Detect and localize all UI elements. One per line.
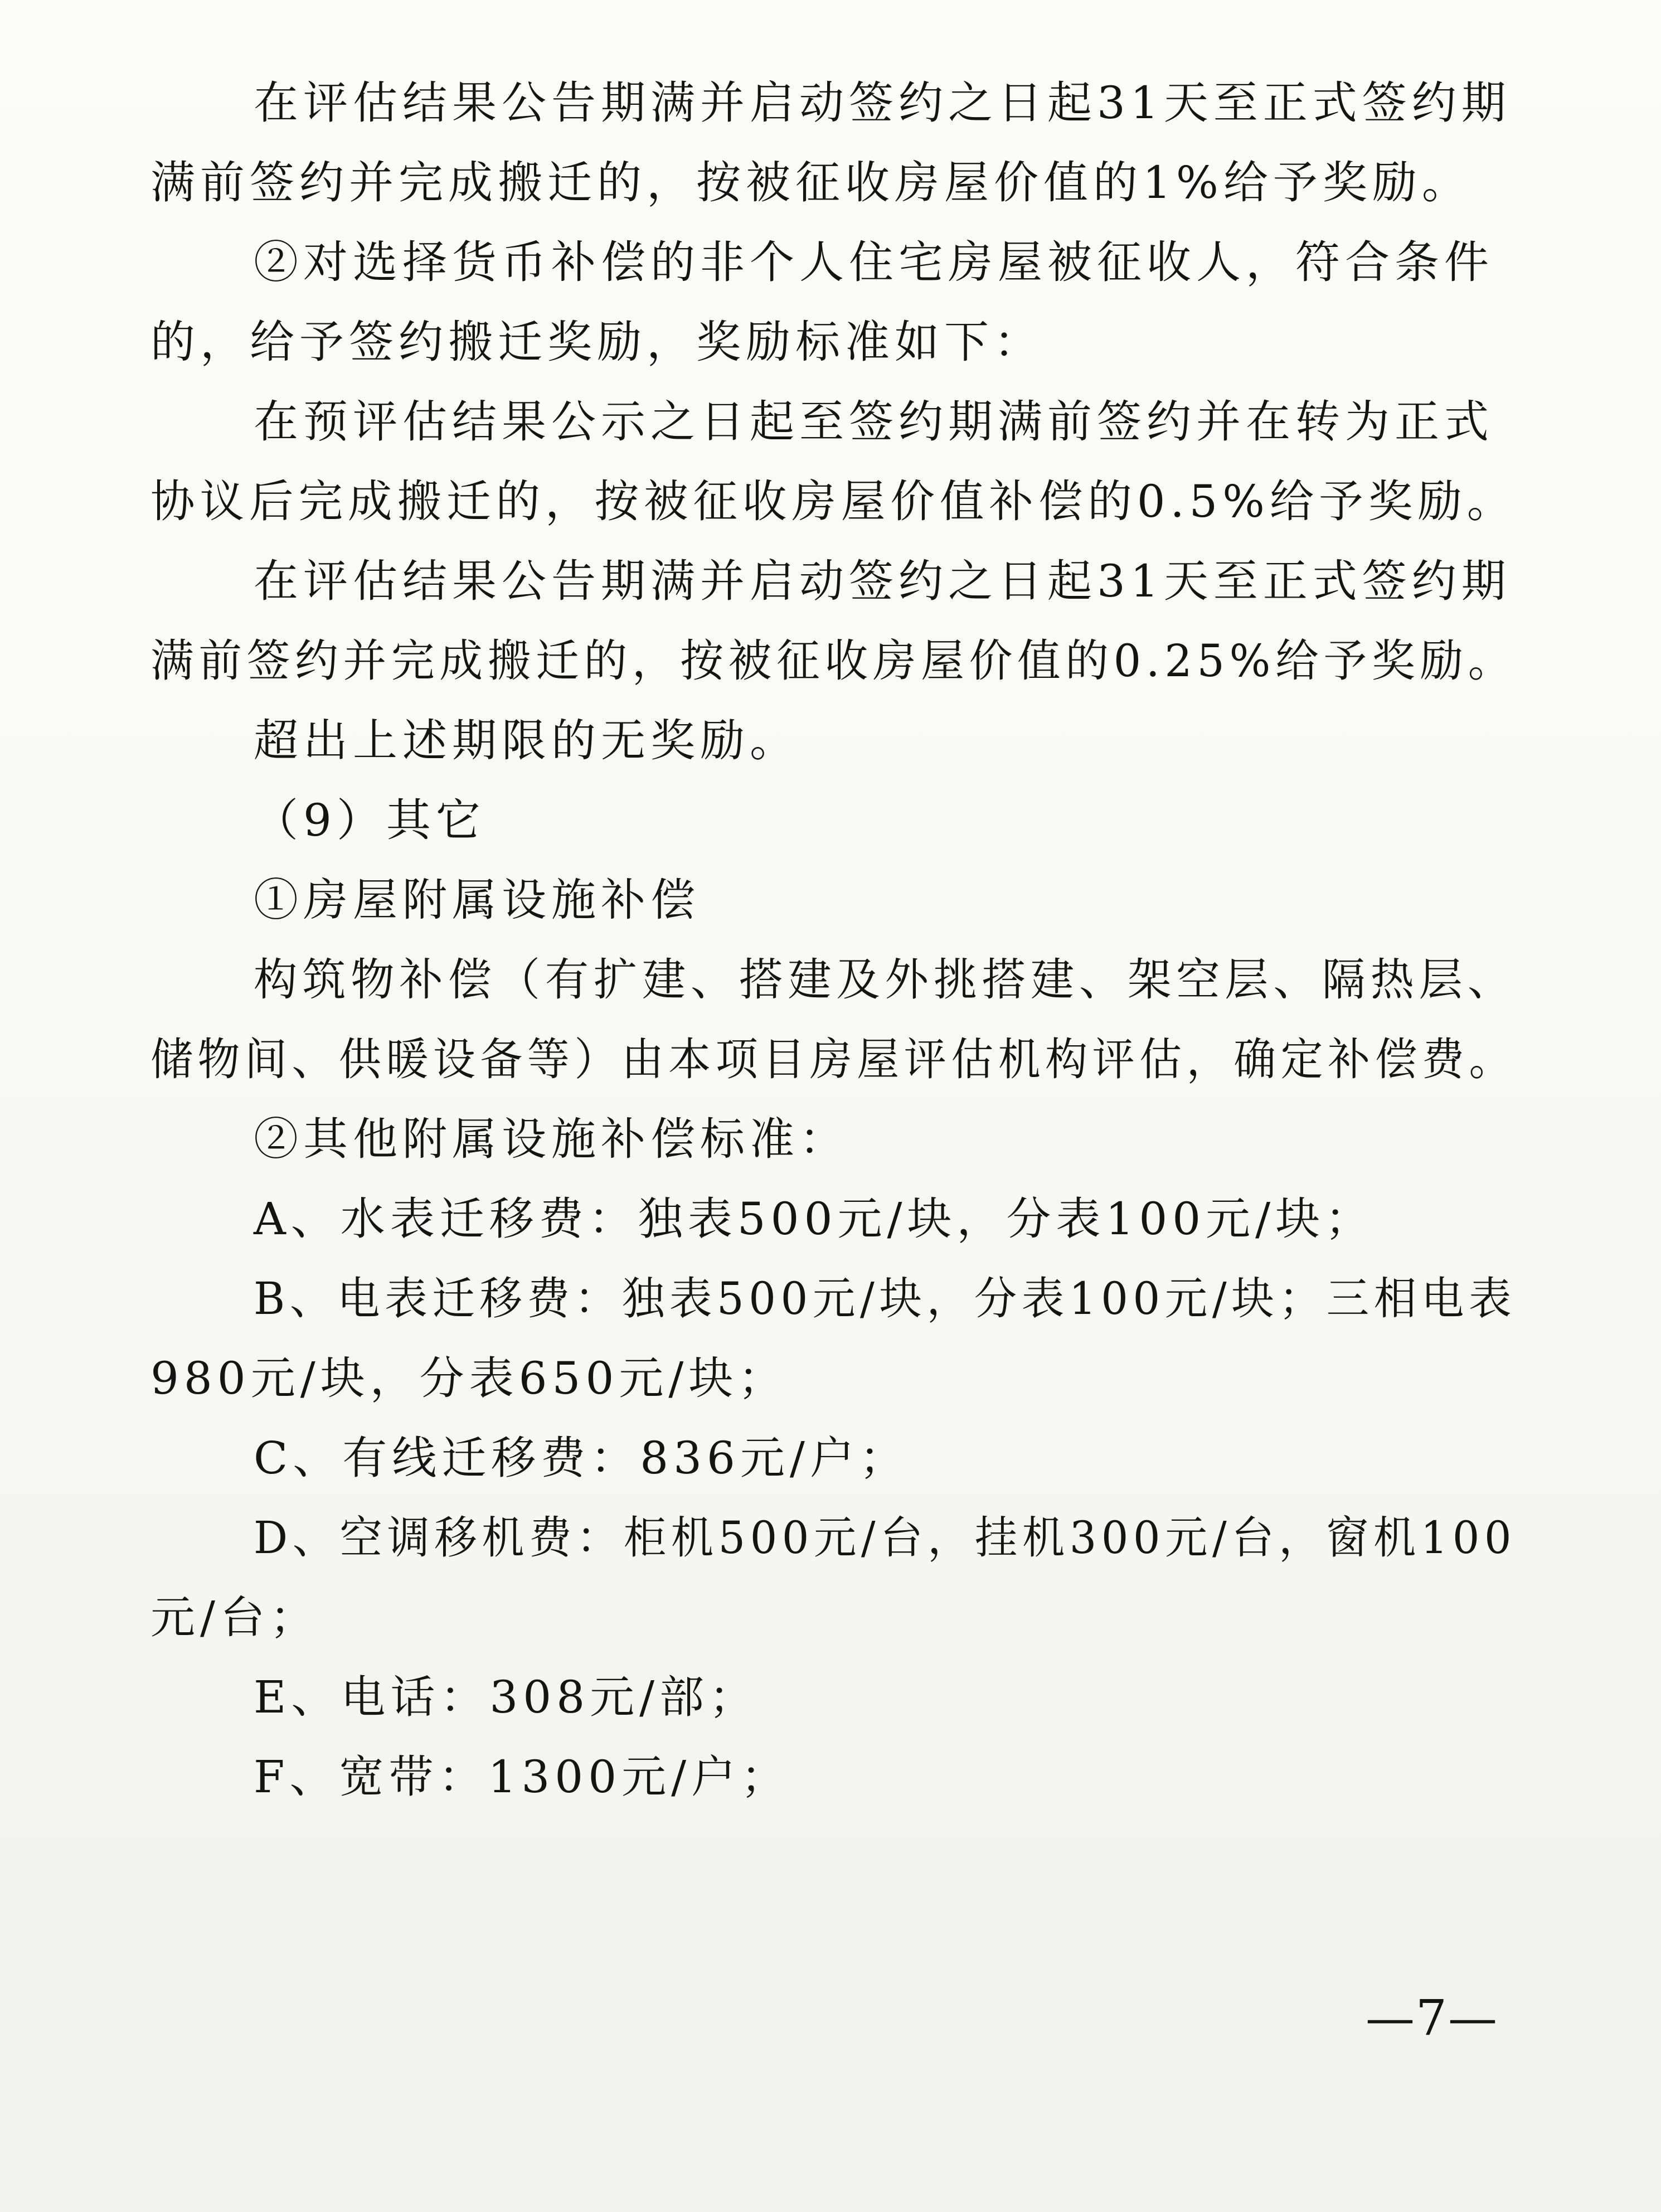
- text-line: ②对选择货币补偿的非个人住宅房屋被征收人，符合条件: [254, 236, 1494, 288]
- text-line: 的，给予签约搬迁奖励，奖励标准如下：: [150, 316, 1043, 368]
- text-line: 协议后完成搬迁的，按被征收房屋价值补偿的0.5%给予奖励。: [150, 476, 1517, 527]
- list-item: F、宽带：1300元/户；: [254, 1751, 791, 1803]
- text-line: 在评估结果公告期满并启动签约之日起31天至正式签约期: [254, 555, 1511, 607]
- text-line: 在评估结果公告期满并启动签约之日起31天至正式签约期: [254, 77, 1511, 129]
- subsection-heading: ②其他附属设施补偿标准：: [254, 1113, 849, 1165]
- text-line: 在预评估结果公示之日起至签约期满前签约并在转为正式: [254, 396, 1494, 448]
- text-line: 满前签约并完成搬迁的，按被征收房屋价值的0.25%给予奖励。: [150, 635, 1517, 687]
- subsection-heading: ①房屋附属设施补偿: [254, 874, 700, 926]
- text-line: 构筑物补偿（有扩建、搭建及外挑搭建、架空层、隔热层、: [254, 954, 1516, 1006]
- page-number: —7—: [1366, 1989, 1498, 2046]
- section-heading: （9）其它: [254, 794, 485, 846]
- list-item: D、空调移机费：柜机500元/台，挂机300元/台，窗机100: [254, 1512, 1517, 1564]
- list-item: B、电表迁移费：独表500元/块，分表100元/块；三相电表: [254, 1273, 1517, 1325]
- list-item: A、水表迁移费：独表500元/块，分表100元/块；: [254, 1193, 1375, 1245]
- list-item: C、有线迁移费：836元/户；: [254, 1432, 909, 1484]
- text-line: 储物间、供暖设备等）由本项目房屋评估机构评估，确定补偿费。: [150, 1034, 1516, 1085]
- text-line: 超出上述期限的无奖励。: [254, 715, 799, 767]
- list-item-continuation: 980元/块，分表650元/块；: [150, 1352, 788, 1404]
- list-item-continuation: 元/台；: [150, 1592, 319, 1643]
- text-line: 满前签约并完成搬迁的，按被征收房屋价值的1%给予奖励。: [150, 157, 1471, 208]
- list-item: E、电话：308元/部；: [254, 1671, 759, 1723]
